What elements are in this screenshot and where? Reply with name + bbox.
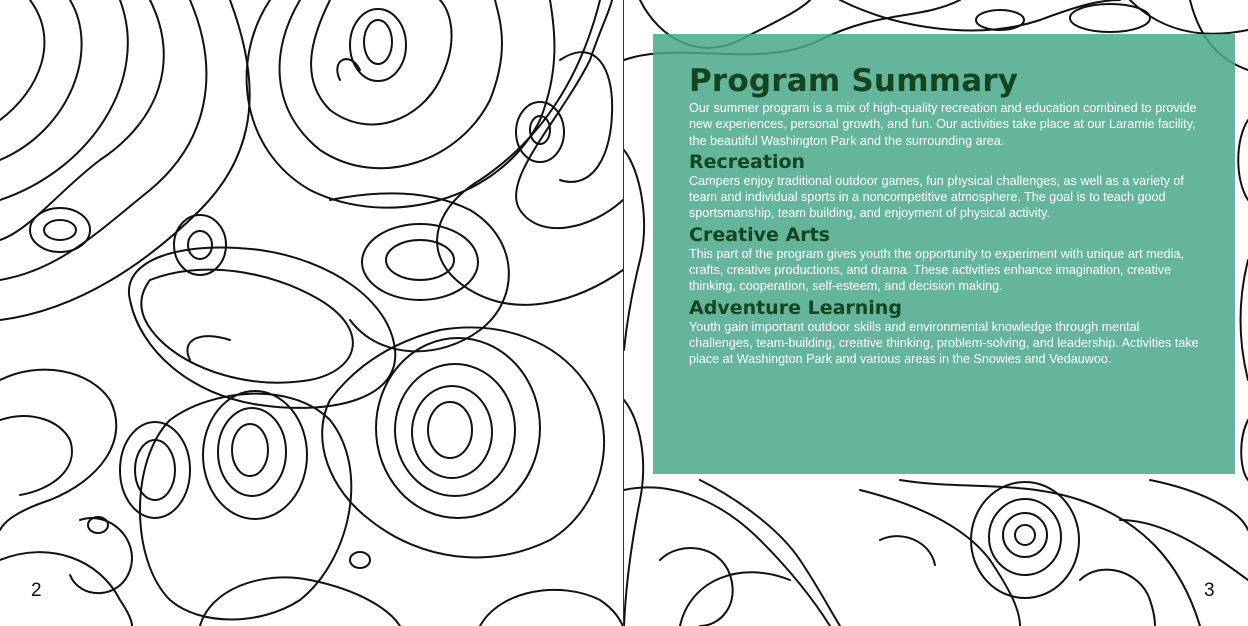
program-summary-panel <box>653 34 1235 474</box>
creative-arts-paragraph: This part of the program gives youth the opportunity to experiment with unique art media, crafts, creative productions, and drama. These activities enhance imagination, creative thinking, cooperation, self-esteem, and decision making. <box>689 246 1184 294</box>
page-gutter <box>623 0 624 626</box>
adventure-learning-paragraph: Youth gain important outdoor skills and environmental knowledge through mental challenges, team-building, creative thinking, problem-solving, and leadership. Activities take place at Washington Park and various areas in the Snowies and Vedauwoo. <box>689 319 1199 367</box>
creative-arts-heading: Creative Arts <box>689 223 830 246</box>
recreation-paragraph: Campers enjoy traditional outdoor games, fun physical challenges, as well as a variety of team and individual sports in a noncompetitive atmosphere. The goal is to teach good sportsmanship, team building, and enjoyment of physical activity. <box>689 173 1184 221</box>
adventure-learning-heading: Adventure Learning <box>689 296 902 319</box>
page-number-right: 3 <box>1201 580 1218 602</box>
page-title: Program Summary <box>689 63 1019 99</box>
page-number-left: 2 <box>28 580 45 602</box>
recreation-heading: Recreation <box>689 150 806 173</box>
intro-paragraph: Our summer program is a mix of high-quality recreation and education combined to provide new experiences, personal growth, and fun. Our activities take place at our Laramie facility, the beautiful Washington Park and the surrounding area. <box>689 101 1197 148</box>
